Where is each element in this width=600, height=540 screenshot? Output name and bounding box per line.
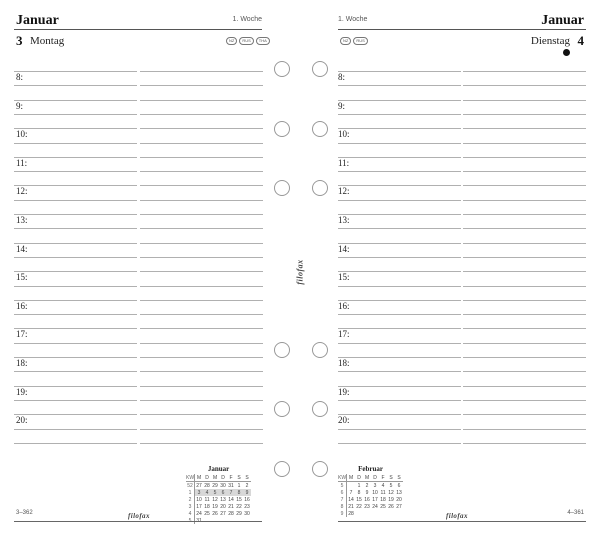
hour-label: 13: bbox=[16, 215, 28, 225]
writing-line bbox=[14, 386, 137, 387]
footer-rule bbox=[338, 521, 586, 522]
week-label: 1. Woche bbox=[338, 16, 368, 23]
mini-calendar-weekday: S bbox=[243, 474, 251, 482]
mini-calendar-day bbox=[379, 510, 387, 517]
hour-lines bbox=[300, 0, 600, 540]
writing-line bbox=[140, 386, 263, 387]
writing-line bbox=[14, 185, 137, 186]
writing-line bbox=[463, 85, 586, 86]
mini-calendar-weekday: S bbox=[235, 474, 243, 482]
writing-line bbox=[140, 343, 263, 344]
writing-line bbox=[463, 300, 586, 301]
mini-calendar-day bbox=[371, 510, 379, 517]
mini-calendar-weekday: D bbox=[355, 474, 363, 482]
mini-calendar-day: 9 bbox=[365, 489, 369, 496]
writing-line bbox=[14, 143, 137, 144]
writing-line bbox=[463, 314, 586, 315]
mini-calendar bbox=[338, 465, 403, 517]
writing-line bbox=[463, 228, 586, 229]
mini-calendar-day bbox=[363, 510, 371, 517]
mini-calendar-day: 5 bbox=[389, 482, 393, 489]
writing-line bbox=[463, 243, 586, 244]
mini-calendar-title: Februar bbox=[358, 465, 383, 473]
writing-line bbox=[463, 157, 586, 158]
mini-calendar-day: 7 bbox=[227, 489, 235, 496]
writing-line bbox=[463, 286, 586, 287]
holiday-badge: NZ bbox=[226, 37, 237, 45]
mini-calendar-weekday: M bbox=[364, 474, 370, 481]
writing-line bbox=[338, 328, 461, 329]
writing-line bbox=[463, 257, 586, 258]
mini-calendar-day: 15 bbox=[236, 496, 242, 503]
mini-calendar-day: 13 bbox=[396, 489, 402, 496]
binder-ring-hole-icon bbox=[312, 342, 328, 358]
week-label: 1. Woche bbox=[232, 16, 262, 23]
writing-line bbox=[14, 300, 137, 301]
binder-ring-hole-icon bbox=[312, 180, 328, 196]
mini-calendar-day: 27 bbox=[196, 482, 202, 489]
writing-line bbox=[140, 286, 263, 287]
writing-line bbox=[14, 114, 137, 115]
mini-calendar-weekday: M bbox=[347, 474, 356, 482]
writing-line bbox=[463, 71, 586, 72]
mini-calendar-week-number: 9 bbox=[338, 510, 347, 517]
writing-line bbox=[14, 257, 137, 258]
mini-calendar-day: 6 bbox=[397, 482, 401, 489]
hour-label: 11: bbox=[16, 158, 28, 168]
hour-label: 15: bbox=[16, 272, 28, 282]
mini-calendar-day: 17 bbox=[196, 503, 202, 510]
mini-calendar-day: 19 bbox=[212, 503, 218, 510]
binder-ring-hole-icon bbox=[274, 342, 290, 358]
writing-line bbox=[338, 400, 461, 401]
hour-label: 8: bbox=[16, 72, 24, 82]
holiday-badge: RUS bbox=[239, 37, 253, 45]
writing-line bbox=[463, 414, 586, 415]
binder-ring-hole-icon bbox=[312, 61, 328, 77]
mini-calendar-weekday: KW bbox=[186, 474, 195, 481]
holiday-badge: RUS bbox=[353, 37, 367, 45]
binder-ring-hole-icon bbox=[312, 461, 328, 477]
mini-calendar-week-number: 4 bbox=[186, 510, 195, 517]
writing-line bbox=[14, 443, 137, 444]
writing-line bbox=[140, 143, 263, 144]
writing-line bbox=[140, 414, 263, 415]
page-number: 3–362 bbox=[16, 510, 33, 516]
writing-line bbox=[140, 157, 263, 158]
writing-line bbox=[140, 400, 263, 401]
mini-calendar-weekday: D bbox=[219, 474, 227, 482]
writing-line bbox=[338, 185, 461, 186]
writing-line bbox=[338, 314, 461, 315]
writing-line bbox=[140, 100, 263, 101]
writing-line bbox=[14, 171, 137, 172]
mini-calendar-day: 13 bbox=[220, 496, 226, 503]
writing-line bbox=[140, 314, 263, 315]
mini-calendar-day: 8 bbox=[357, 489, 361, 496]
writing-line bbox=[463, 185, 586, 186]
mini-calendar-day: 23 bbox=[244, 503, 250, 510]
filofax-logo: filofax bbox=[128, 512, 150, 520]
mini-calendar-day bbox=[347, 482, 356, 490]
hour-label: 15: bbox=[338, 272, 350, 282]
mini-calendar-day: 14 bbox=[348, 496, 354, 503]
writing-line bbox=[14, 429, 137, 430]
mini-calendar-day: 24 bbox=[196, 510, 202, 517]
binder-ring-hole-icon bbox=[274, 61, 290, 77]
mini-calendar-weekday: F bbox=[379, 474, 387, 482]
mini-calendar-day: 11 bbox=[380, 489, 386, 496]
mini-calendar-day: 28 bbox=[228, 510, 234, 517]
writing-line bbox=[140, 128, 263, 129]
writing-line bbox=[14, 328, 137, 329]
writing-line bbox=[338, 371, 461, 372]
day-name: Montag bbox=[30, 35, 65, 47]
writing-line bbox=[140, 300, 263, 301]
mini-calendar-weekday: M bbox=[195, 474, 204, 482]
writing-line bbox=[338, 343, 461, 344]
mini-calendar-table bbox=[186, 474, 251, 524]
writing-line bbox=[14, 214, 137, 215]
hour-label: 16: bbox=[338, 301, 350, 311]
mini-calendar-weekday: D bbox=[371, 474, 379, 482]
writing-line bbox=[14, 357, 137, 358]
hour-label: 13: bbox=[338, 215, 350, 225]
writing-line bbox=[463, 100, 586, 101]
hour-label: 14: bbox=[16, 244, 28, 254]
writing-line bbox=[463, 343, 586, 344]
writing-line bbox=[463, 443, 586, 444]
mini-calendar-day: 4 bbox=[203, 489, 211, 496]
writing-line bbox=[140, 171, 263, 172]
writing-line bbox=[338, 429, 461, 430]
mini-calendar-day: 29 bbox=[212, 482, 218, 489]
mini-calendar-day: 30 bbox=[220, 482, 226, 489]
mini-calendar-day: 28 bbox=[348, 510, 354, 517]
mini-calendar-week-number: 3 bbox=[186, 503, 195, 510]
writing-line bbox=[463, 171, 586, 172]
mini-calendar-day: 30 bbox=[244, 510, 250, 517]
mini-calendar-week-number: 8 bbox=[338, 503, 347, 510]
holiday-badge: NZ bbox=[340, 37, 351, 45]
hour-label: 16: bbox=[16, 301, 28, 311]
writing-line bbox=[140, 443, 263, 444]
hour-label: 12: bbox=[16, 186, 28, 196]
mini-calendar-day: 19 bbox=[388, 496, 394, 503]
binder-ring-hole-icon bbox=[312, 401, 328, 417]
mini-calendar-week-number: 7 bbox=[338, 496, 347, 503]
writing-line bbox=[14, 271, 137, 272]
mini-calendar-day: 20 bbox=[220, 503, 226, 510]
writing-line bbox=[463, 128, 586, 129]
mini-calendar-day bbox=[395, 510, 403, 517]
writing-line bbox=[14, 128, 137, 129]
mini-calendar-day: 21 bbox=[348, 503, 354, 510]
mini-calendar-week-number: 1 bbox=[186, 489, 195, 496]
mini-calendar-day: 29 bbox=[236, 510, 242, 517]
holiday-badge: THA bbox=[256, 37, 270, 45]
mini-calendar-day: 10 bbox=[372, 489, 378, 496]
hour-label: 10: bbox=[16, 129, 28, 139]
mini-calendar-weekday: S bbox=[395, 474, 403, 482]
writing-line bbox=[463, 371, 586, 372]
mini-calendar-week-number: 2 bbox=[186, 496, 195, 503]
writing-line bbox=[338, 257, 461, 258]
mini-calendar-weekday: M bbox=[212, 474, 218, 481]
writing-line bbox=[14, 157, 137, 158]
hour-label: 10: bbox=[338, 129, 350, 139]
mini-calendar-day: 12 bbox=[212, 496, 218, 503]
hour-label: 12: bbox=[338, 186, 350, 196]
writing-line bbox=[14, 314, 137, 315]
writing-line bbox=[338, 157, 461, 158]
mini-calendar-day: 22 bbox=[356, 503, 362, 510]
writing-line bbox=[14, 85, 137, 86]
writing-line bbox=[140, 371, 263, 372]
hour-label: 11: bbox=[338, 158, 350, 168]
writing-line bbox=[140, 243, 263, 244]
writing-line bbox=[338, 214, 461, 215]
mini-calendar-day: 20 bbox=[396, 496, 402, 503]
mini-calendar-table bbox=[338, 474, 403, 517]
mini-calendar-day: 7 bbox=[349, 489, 353, 496]
filofax-logo: filofax bbox=[446, 512, 468, 520]
hour-label: 9: bbox=[16, 101, 24, 111]
writing-line bbox=[14, 343, 137, 344]
binder-ring-hole-icon bbox=[274, 121, 290, 137]
writing-line bbox=[338, 143, 461, 144]
spine-filofax-logo: filofax bbox=[295, 259, 305, 285]
day-name: Dienstag bbox=[530, 35, 570, 47]
writing-line bbox=[463, 400, 586, 401]
writing-line bbox=[14, 200, 137, 201]
mini-calendar-day: 5 bbox=[211, 489, 219, 496]
writing-line bbox=[463, 200, 586, 201]
mini-calendar-day: 27 bbox=[220, 510, 226, 517]
mini-calendar-title: Januar bbox=[207, 465, 230, 473]
writing-line bbox=[14, 371, 137, 372]
mini-calendar-day: 22 bbox=[236, 503, 242, 510]
writing-line bbox=[338, 386, 461, 387]
hour-label: 19: bbox=[338, 387, 350, 397]
writing-line bbox=[338, 114, 461, 115]
hour-label: 20: bbox=[16, 415, 28, 425]
hour-label: 20: bbox=[338, 415, 350, 425]
writing-line bbox=[338, 71, 461, 72]
writing-line bbox=[14, 71, 137, 72]
mini-calendar-day: 10 bbox=[196, 496, 202, 503]
writing-line bbox=[338, 443, 461, 444]
hour-label: 9: bbox=[338, 101, 346, 111]
mini-calendar-day bbox=[355, 510, 363, 517]
mini-calendar-day: 18 bbox=[380, 496, 386, 503]
writing-line bbox=[140, 257, 263, 258]
writing-line bbox=[338, 200, 461, 201]
binder-ring-hole-icon bbox=[274, 180, 290, 196]
writing-line bbox=[338, 100, 461, 101]
writing-line bbox=[14, 286, 137, 287]
mini-calendar-day: 3 bbox=[373, 482, 377, 489]
writing-line bbox=[338, 286, 461, 287]
mini-calendar-day: 16 bbox=[364, 496, 370, 503]
mini-calendar-day: 4 bbox=[381, 482, 385, 489]
writing-line bbox=[14, 414, 137, 415]
mini-calendar-week-number: 52 bbox=[187, 482, 193, 489]
mini-calendar-week-number: 5 bbox=[338, 482, 347, 490]
writing-line bbox=[140, 271, 263, 272]
hour-label: 14: bbox=[338, 244, 350, 254]
writing-line bbox=[463, 214, 586, 215]
mini-calendar-weekday: D bbox=[203, 474, 211, 482]
writing-line bbox=[338, 300, 461, 301]
hour-label: 8: bbox=[338, 72, 346, 82]
writing-line bbox=[14, 228, 137, 229]
writing-line bbox=[463, 357, 586, 358]
mini-calendar-day: 15 bbox=[356, 496, 362, 503]
writing-line bbox=[463, 328, 586, 329]
mini-calendar-day: 1 bbox=[237, 482, 241, 489]
hour-label: 17: bbox=[16, 329, 28, 339]
mini-calendar-day: 21 bbox=[228, 503, 234, 510]
writing-line bbox=[338, 228, 461, 229]
writing-line bbox=[140, 328, 263, 329]
writing-line bbox=[14, 100, 137, 101]
mini-calendar-day: 1 bbox=[357, 482, 361, 489]
writing-line bbox=[338, 414, 461, 415]
hour-label: 19: bbox=[16, 387, 28, 397]
mini-calendar-day: 3 bbox=[195, 489, 204, 496]
writing-line bbox=[140, 200, 263, 201]
mini-calendar-weekday: S bbox=[387, 474, 395, 482]
mini-calendar-day: 26 bbox=[388, 503, 394, 510]
mini-calendar-day: 11 bbox=[204, 496, 210, 503]
writing-line bbox=[140, 357, 263, 358]
mini-calendar-day: 25 bbox=[380, 503, 386, 510]
mini-calendar-weekday: F bbox=[227, 474, 235, 482]
writing-line bbox=[463, 271, 586, 272]
binder-ring-hole-icon bbox=[312, 121, 328, 137]
mini-calendar-day: 23 bbox=[364, 503, 370, 510]
hour-label: 18: bbox=[16, 358, 28, 368]
right-diary-page bbox=[300, 0, 600, 540]
mini-calendar-day: 14 bbox=[228, 496, 234, 503]
writing-line bbox=[463, 386, 586, 387]
day-number: 4 bbox=[577, 33, 584, 48]
mini-calendar-day: 31 bbox=[228, 482, 234, 489]
mini-calendar-day: 6 bbox=[219, 489, 227, 496]
mini-calendar-day: 28 bbox=[204, 482, 210, 489]
mini-calendar-day: 26 bbox=[212, 510, 218, 517]
mini-calendar-day: 8 bbox=[235, 489, 243, 496]
mini-calendar-day: 25 bbox=[204, 510, 210, 517]
footer-rule bbox=[14, 521, 262, 522]
writing-line bbox=[338, 243, 461, 244]
writing-line bbox=[463, 429, 586, 430]
writing-line bbox=[14, 243, 137, 244]
mini-calendar-weekday: KW bbox=[338, 474, 347, 481]
mini-calendar-day: 12 bbox=[388, 489, 394, 496]
mini-calendar-day bbox=[387, 510, 395, 517]
writing-line bbox=[14, 400, 137, 401]
writing-line bbox=[463, 143, 586, 144]
writing-line bbox=[140, 85, 263, 86]
writing-line bbox=[140, 214, 263, 215]
hour-label: 17: bbox=[338, 329, 350, 339]
month-title: Januar bbox=[16, 13, 59, 28]
binder-ring-hole-icon bbox=[274, 401, 290, 417]
mini-calendar-day: 9 bbox=[243, 489, 251, 496]
writing-line bbox=[463, 114, 586, 115]
page-number: 4–361 bbox=[567, 510, 584, 516]
mini-calendar bbox=[186, 465, 251, 524]
mini-calendar-day: 2 bbox=[245, 482, 249, 489]
writing-line bbox=[140, 71, 263, 72]
mini-calendar-day: 24 bbox=[372, 503, 378, 510]
mini-calendar-day: 18 bbox=[204, 503, 210, 510]
writing-line bbox=[338, 271, 461, 272]
writing-line bbox=[338, 85, 461, 86]
mini-calendar-week-number: 6 bbox=[338, 489, 347, 496]
mini-calendar-day: 16 bbox=[244, 496, 250, 503]
day-number: 3 bbox=[16, 33, 23, 48]
month-title: Januar bbox=[541, 13, 584, 28]
writing-line bbox=[338, 357, 461, 358]
writing-line bbox=[140, 114, 263, 115]
writing-line bbox=[140, 228, 263, 229]
mini-calendar-day: 27 bbox=[396, 503, 402, 510]
writing-line bbox=[140, 429, 263, 430]
mini-calendar-day: 2 bbox=[365, 482, 369, 489]
hour-label: 18: bbox=[338, 358, 350, 368]
binder-ring-hole-icon bbox=[274, 461, 290, 477]
writing-line bbox=[338, 128, 461, 129]
writing-line bbox=[338, 171, 461, 172]
mini-calendar-day: 17 bbox=[372, 496, 378, 503]
writing-line bbox=[140, 185, 263, 186]
